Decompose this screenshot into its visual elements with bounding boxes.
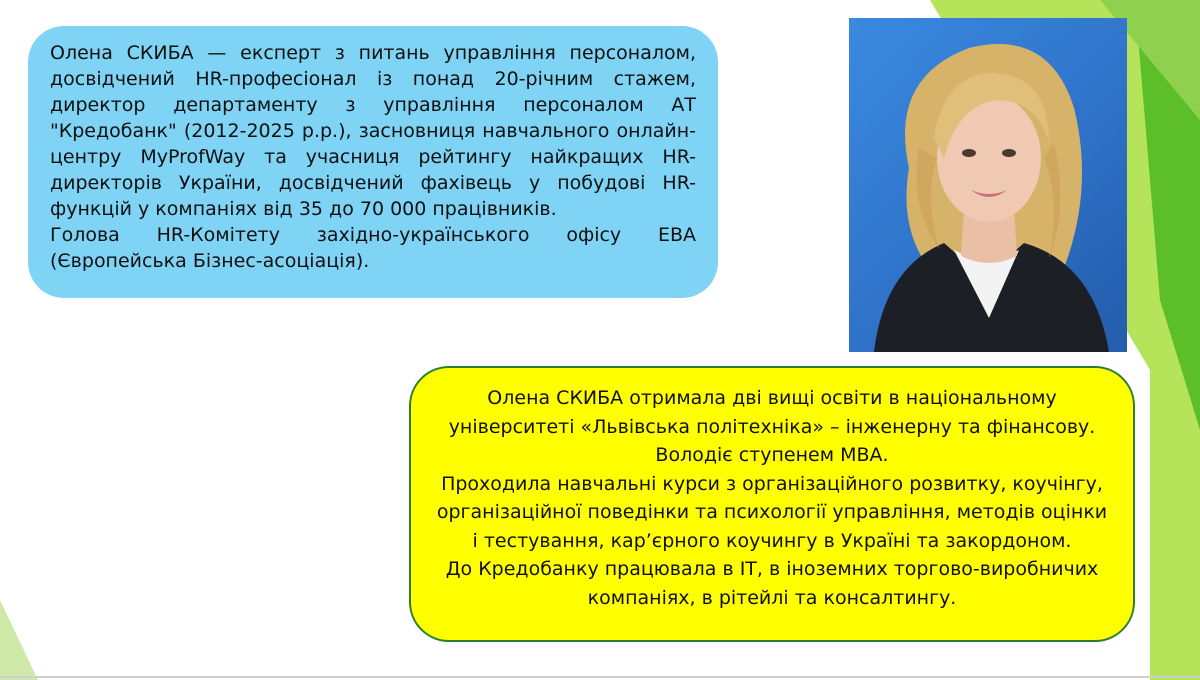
education-text: Олена СКИБА отримала дві вищі освіти в національному університеті «Львівська політехніка» – інженерну та фінансову. [448,387,1096,438]
courses-text: Проходила навчальні курси з організаційного розвитку, коучінгу, організаційної поведінки та психології управління, методів оцінки і тестування, кар’єрного коучингу в Україні та закордоном. [436,472,1108,552]
green-triangle-left [0,400,38,680]
mba-text: Володіє ступенем МВА. [655,444,889,466]
bio-ceo-committee: Голова HR-Комітету західно-українського офісу ЕВА (Європейська Бізнес-асоціація). [50,224,696,272]
portrait-illustration [849,18,1127,352]
bio-box [28,26,718,298]
portrait-photo [849,18,1127,352]
bio-text: Олена СКИБА — експерт з питань управління персоналом, досвідчений HR-професіонал із понад 20-річним стажем, директор департаменту з управління персоналом АТ "Кредобанк" (2012-2025 р.р.), засновниця навчального онлайн-центру MyProfWay та учасниця рейтингу найкращих HR-директорів України, досвідчений фахівець у побудові HR-функцій у компаніях від 35 до 70 000 працівників. [50,42,696,220]
experience-text: До Кредобанку працювала в ІТ, в іноземних торгово-виробничих компаніях, в рітейлі та консалтингу. [445,558,1099,609]
education-box [409,366,1135,642]
bottom-divider [0,676,1200,678]
